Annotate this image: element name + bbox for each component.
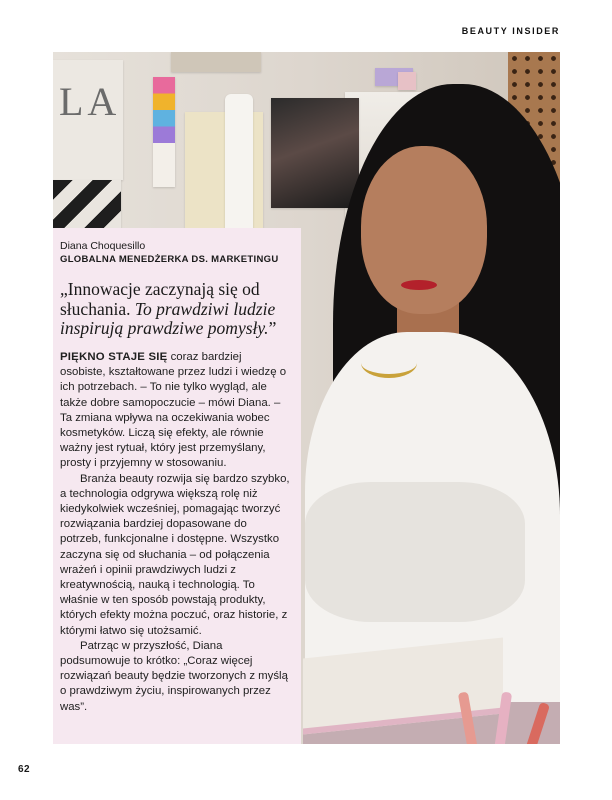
gold-necklace <box>361 348 417 378</box>
moodboard-card-la <box>53 60 123 180</box>
person-lips <box>401 280 437 290</box>
shirt-shadow <box>305 482 525 622</box>
moodboard-card-top <box>171 52 261 72</box>
article-paragraph-3: Patrząc w przyszłość, Diana podsumowuje to krótko: „Coraz więcej rozwiązań beauty będzie tworzonych z myślą o prawdziwym życiu, inspirowanych przez was”. <box>60 639 288 713</box>
article-body <box>60 350 290 715</box>
moodboard-card-fashion-photo <box>271 98 359 208</box>
article-lead: PIĘKNO STAJE SIĘ <box>60 351 168 363</box>
quote-italic: To prawdziwi ludzie inspirują prawdziwe pomysły. <box>60 298 276 338</box>
moodboard-card-pink <box>398 72 416 90</box>
moodboard-card-product-tube <box>225 94 253 244</box>
byline <box>60 240 296 266</box>
pull-quote <box>60 280 296 339</box>
byline-title: GLOBALNA MENEDŻERKA DS. MARKETINGU <box>60 254 279 265</box>
moodboard-la-text: LA <box>59 79 121 124</box>
page-number: 62 <box>18 764 31 775</box>
byline-name: Diana Choquesillo <box>60 240 146 252</box>
quote-closing: ” <box>268 318 277 338</box>
section-label: BEAUTY INSIDER <box>461 26 560 36</box>
article-paragraph-2: Branża beauty rozwija się bardzo szybko, a technologia odgrywa większą rolę niż kiedykolwiek wcześniej, pomagając tworzyć rozwiązania bardziej dopasowane do potrzeb, funkcjonalne i dostępne. Wszystko zaczyna się od słuchania – od połączenia wrażeń i opinii prawdziwych ludzi z kreatywnością, nauką i technologią. To właśnie w ten sposób powstają produkty, których efekty można poczuć, oraz historie, z którymi łatwo się utożsamić. <box>60 472 290 637</box>
article-paragraph-1: coraz bardziej osobiste, kształtowane przez ludzi i wiedzę o ich potrzebach. – To nie tylko wygląd, ale także dobre samopoczucie – mówi Diana. – Ta zmiana wpływa na oczekiwania wobec kosmetyków. Liczą się efekty, ale równie ważny jest rytuał, który jest przemyślany, prosty i przyjemny w stosowaniu. <box>60 351 287 470</box>
article-text-panel <box>53 228 301 744</box>
article-paragraph <box>60 350 290 472</box>
quote-regular: „Innowacje zaczynają się od słuchania. <box>60 279 260 319</box>
moodboard-card-color-swatches <box>153 77 175 187</box>
